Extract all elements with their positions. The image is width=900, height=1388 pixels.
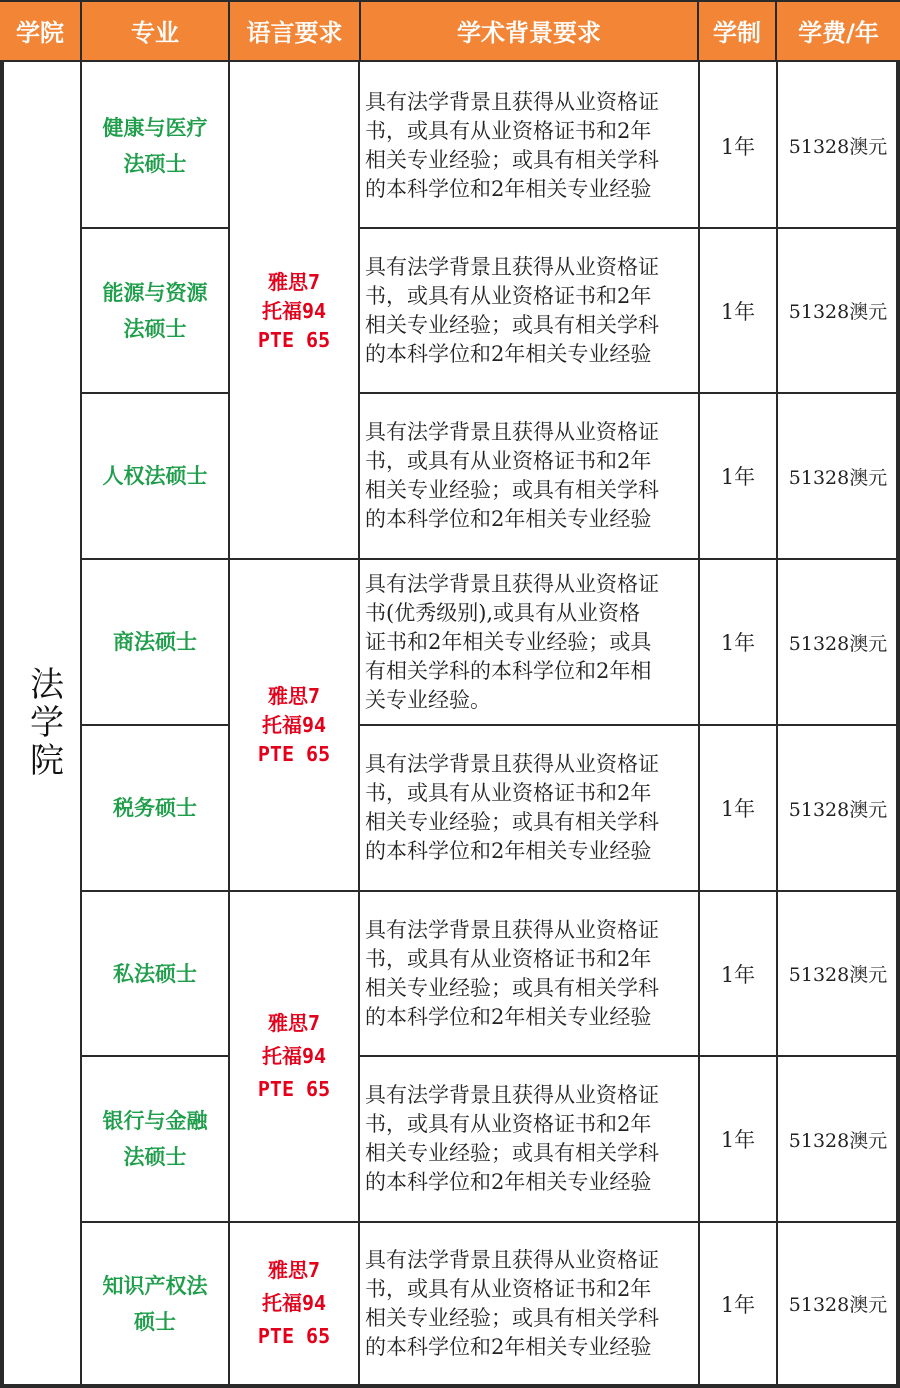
pte-score: PTE 65 [257, 327, 331, 352]
college-name: 法学院 [23, 666, 64, 780]
duration: 1年 [720, 1292, 756, 1317]
major-name-line: 私法硕士 [113, 961, 197, 986]
toefl-score: 托福94 [261, 712, 327, 737]
pte-score: PTE 65 [257, 1324, 331, 1348]
pte-score: PTE 65 [257, 741, 331, 766]
major-name [82, 892, 228, 1055]
major-name [82, 560, 228, 724]
tuition-fee: 51328澳元 [788, 798, 888, 821]
duration: 1年 [720, 797, 756, 821]
academic-requirement: 具有法学背景且获得从业资格证 书，或具有从业资格证书和2年 相关专业经验；或具有相关学科 的本科学位和2年相关专业经验 [365, 917, 659, 1029]
tuition-fee: 51328澳元 [788, 301, 888, 323]
tuition-fee: 51328澳元 [788, 1129, 888, 1152]
major-name [82, 1057, 228, 1221]
major-name-line: 硕士 [134, 1309, 176, 1334]
major-name-line: 法硕士 [123, 316, 187, 341]
language-cell [230, 64, 358, 558]
duration: 1年 [720, 465, 756, 489]
ielts-score: 雅思7 [267, 269, 321, 294]
language-cell [230, 892, 358, 1221]
major-name [82, 726, 228, 890]
pte-score: PTE 65 [257, 1077, 331, 1101]
duration: 1年 [720, 299, 756, 324]
major-name-line: 健康与医疗 [102, 115, 208, 140]
academic-requirement: 具有法学背景且获得从业资格证 书，或具有从业资格证书和2年 相关专业经验；或具有相关学科 的本科学位和2年相关专业经验 [365, 254, 659, 366]
header-duration: 学制 [699, 0, 777, 62]
major-name [82, 1223, 228, 1384]
ielts-score: 雅思7 [267, 683, 321, 708]
major-name [82, 394, 228, 558]
tuition-fee: 51328澳元 [788, 136, 888, 158]
ielts-score: 雅思7 [267, 1011, 321, 1035]
ielts-score: 雅思7 [267, 1258, 321, 1282]
tuition-fee: 51328澳元 [788, 632, 888, 655]
toefl-score: 托福94 [261, 1044, 327, 1068]
toefl-score: 托福94 [261, 298, 327, 323]
header-academic: 学术背景要求 [361, 0, 699, 62]
major-name [82, 64, 228, 227]
header-fee: 学费/年 [777, 0, 900, 62]
header-language: 语言要求 [230, 0, 361, 62]
toefl-score: 托福94 [261, 1291, 327, 1315]
major-name-line: 能源与资源 [102, 280, 208, 305]
major-name [82, 229, 228, 392]
language-cell [230, 1223, 358, 1384]
tuition-fee: 51328澳元 [788, 964, 888, 986]
top-border [0, 0, 900, 2]
header-college: 学院 [0, 0, 82, 62]
duration: 1年 [720, 1128, 756, 1152]
academic-requirement: 具有法学背景且获得从业资格证 书，或具有从业资格证书和2年 相关专业经验；或具有相关学科 的本科学位和2年相关专业经验 [365, 752, 659, 863]
major-name-line: 商法硕士 [113, 630, 197, 654]
major-name-line: 税务硕士 [113, 796, 197, 820]
tuition-fee: 51328澳元 [788, 1294, 888, 1316]
duration: 1年 [720, 631, 756, 655]
language-cell [230, 560, 358, 890]
major-name-line: 法硕士 [123, 1145, 187, 1169]
duration: 1年 [720, 134, 756, 159]
academic-requirement: 具有法学背景且获得从业资格证 书，或具有从业资格证书和2年 相关专业经验；或具有相关学科 的本科学位和2年相关专业经验 [365, 89, 659, 201]
academic-requirement: 具有法学背景且获得从业资格证 书，或具有从业资格证书和2年 相关专业经验；或具有相关学科 的本科学位和2年相关专业经验 [365, 1247, 659, 1359]
bottom-border [0, 1384, 900, 1388]
major-name-line: 人权法硕士 [102, 464, 208, 488]
academic-requirement: 具有法学背景且获得从业资格证 书，或具有从业资格证书和2年 相关专业经验；或具有相关学科 的本科学位和2年相关专业经验 [365, 420, 659, 531]
academic-requirement: 具有法学背景且获得从业资格证 书(优秀级别),或具有从业资格 证书和2年相关专业经验；或具 有相关学科的本科学位和2年相 关专业经验。 [365, 571, 659, 712]
header-major: 专业 [82, 0, 230, 62]
major-name-line: 法硕士 [123, 151, 187, 176]
tuition-fee: 51328澳元 [788, 466, 888, 489]
major-name-line: 银行与金融 [102, 1109, 208, 1133]
left-border [0, 62, 4, 1388]
major-name-line: 知识产权法 [102, 1273, 208, 1298]
academic-requirement: 具有法学背景且获得从业资格证 书，或具有从业资格证书和2年 相关专业经验；或具有相关学科 的本科学位和2年相关专业经验 [365, 1083, 659, 1194]
duration: 1年 [720, 962, 756, 987]
divider [358, 62, 360, 1384]
